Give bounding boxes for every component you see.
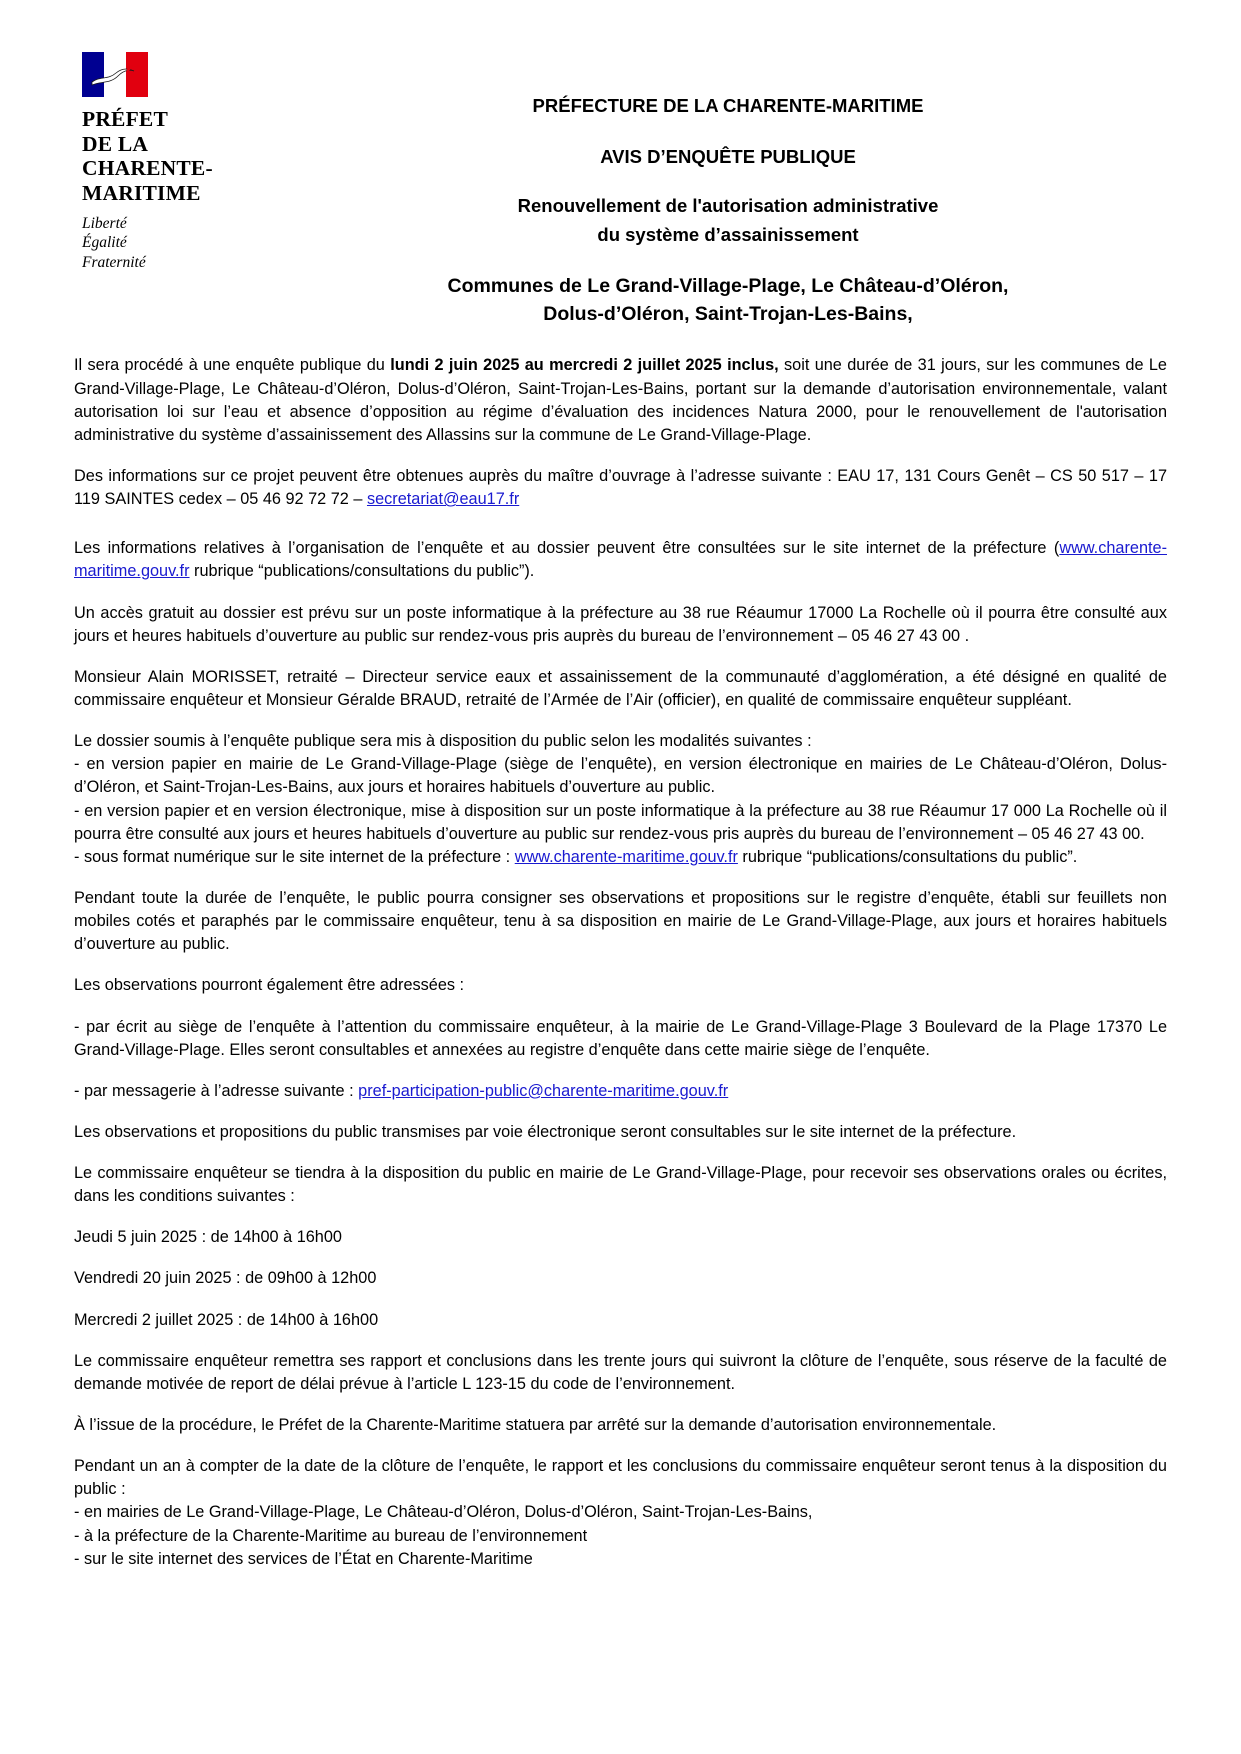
paragraph-registre-enquete: Pendant toute la durée de l’enquête, le public pourra consigner ses observations et propositions sur le registre d’enquête, établi sur feuillets non mobiles cotés et paraphés par le commissaire enquêteur, tenu à sa disposition en mairie de Le Grand-Village-Plage, aux jours et horaires habituels d’ouverture au public. [74, 888, 1167, 954]
p1-suffix: soit une durée de 31 jours, sur les communes de Le Grand-Village-Plage, Le Château-d’Oléron, Dolus-d’Oléron, Saint-Trojan-Les-Bains, portant sur la demande d’autorisation environnementale, valant autorisation loi sur l’eau et absence d’opposition au régime d’évaluation des incidences Natura 2000, pour le renouvellement de l'autorisation administrative du système d’assainissement des Allassins sur la commune de Le Grand-Village-Plage. [74, 356, 1167, 444]
republic-motto [82, 214, 289, 272]
paragraph-arrete-prefet: À l’issue de la procédure, le Préfet de la Charente-Maritime statuera par arrêté sur la demande d’autorisation environnementale. [74, 1416, 997, 1435]
modalite-item-papier: - en version papier en mairie de Le Grand-Village-Plage (siège de l’enquête), en version électronique en mairies de Le Château-d’Oléron, Dolus-d’Oléron, et Saint-Trojan-Les-Bains, aux jours et horaires habituels d’ouverture au public. [74, 755, 1167, 797]
document-body [74, 354, 1167, 1570]
email-link-eau17[interactable]: secretariat@eau17.fr [366, 490, 520, 509]
p2-prefix: Des informations sur ce projet peuvent être obtenues auprès du maître d’ouvrage à l’adresse suivante : EAU 17, 131 Cours Genêt – CS 50 517 – 17 119 SAINTES cedex – 05 46 92 72 72 – [74, 466, 1167, 509]
email-link-participation-public[interactable]: pref-participation-public@charente-maritime.gouv.fr [358, 1081, 729, 1100]
observation-item-ecrit: - par écrit au siège de l’enquête à l’attention du commissaire enquêteur, à la mairie de Le Grand-Village-Plage 3 Boulevard de la Plage 17370 Le Grand-Village-Plage. Elles seront consultables et annexées au registre d’enquête dans cette mairie siège de l’enquête. [74, 1017, 1167, 1059]
disposition-item-mairies: - en mairies de Le Grand-Village-Plage, Le Château-d’Oléron, Dolus-d’Oléron, Saint-Trojan-Les-Bains, [74, 1503, 813, 1522]
paragraph-maitre-ouvrage [74, 465, 1167, 511]
paragraph-rapport-conclusions: Le commissaire enquêteur remettra ses rapport et conclusions dans les trente jours qui suivront la clôture de l’enquête, sous réserve de la faculté de demande motivée de report de délai prévue à l’article L 123-15 du code de l’environnement. [74, 1351, 1167, 1393]
p6-item3-suffix: rubrique “publications/consultations du public”. [737, 847, 1078, 866]
permanences-list [74, 1226, 1167, 1331]
communes-title-line-2: Dolus-d’Oléron, Saint-Trojan-Les-Bains, [543, 303, 913, 326]
paragraph-disposition-publique-intro: Pendant un an à compter de la date de la clôture de l’enquête, le rapport et les conclusions du commissaire enquêteur seront tenus à la disposition du public : [74, 1457, 1167, 1499]
spacer [74, 529, 1167, 537]
logo-line-1: PRÉFET [82, 107, 169, 131]
paragraph-commissaire-enqueteur: Monsieur Alain MORISSET, retraité – Directeur service eaux et assainissement de la communauté d’agglomération, a été désigné en qualité de commissaire enquêteur et Monsieur Géralde BRAUD, retraité de l’Armée de l’Air (officier), en qualité de commissaire enquêteur suppléant. [74, 667, 1167, 709]
paragraph-observations-electroniques: Les observations et propositions du public transmises par voie électronique seront consultables sur le site internet de la préfecture. [74, 1122, 1017, 1141]
p3-prefix: Les informations relatives à l’organisation de l’enquête et au dossier peuvent être consultées sur le site internet de la préfecture ( [74, 539, 1060, 558]
p3-suffix: rubrique “publications/consultations du public”). [189, 562, 535, 581]
modalite-item-electronique: - en version papier et en version électronique, mise à disposition sur un poste informatique à la préfecture au 38 rue Réaumur 17 000 La Rochelle où il pourra être consulté aux jours et heures habituels d’ouverture au public sur rendez-vous pris auprès du bureau de l’environnement – 05 46 27 43 00. [74, 801, 1167, 843]
permanence-item-1: Jeudi 5 juin 2025 : de 14h00 à 16h00 [74, 1228, 342, 1247]
modalite-item-numerique [74, 846, 1167, 869]
permanence-item-2: Vendredi 20 juin 2025 : de 09h00 à 12h00 [74, 1269, 377, 1288]
p1-dates-bold: lundi 2 juin 2025 au mercredi 2 juillet 2025 inclus, [390, 356, 779, 375]
paragraph-observations-intro: Les observations pourront également être adressées : [74, 976, 465, 995]
disposition-item-site-internet: - sur le site internet des services de l’État en Charente-Maritime [74, 1549, 533, 1568]
prefecture-logo-block [74, 52, 289, 272]
paragraph-enquete-dates [74, 354, 1167, 447]
logo-line-4: MARITIME [82, 180, 201, 205]
logo-text [82, 107, 289, 205]
website-link-prefecture-1[interactable]: www.charente-maritime.gouv.fr [74, 539, 1167, 581]
observation-item-messagerie [74, 1080, 1167, 1103]
object-title [289, 194, 1167, 248]
paragraph-informations-site [74, 537, 1167, 583]
page-title: PRÉFECTURE DE LA CHARENTE-MARITIME [532, 95, 924, 116]
communes-title-line-1: Communes de Le Grand-Village-Plage, Le Château-d’Oléron, [447, 274, 1009, 297]
website-link-prefecture-2[interactable]: www.charente-maritime.gouv.fr [514, 847, 738, 866]
french-flag-icon [82, 52, 148, 97]
title-block [289, 52, 1167, 328]
notice-type-title: AVIS D’ENQUÊTE PUBLIQUE [600, 145, 856, 167]
paragraph-acces-gratuit: Un accès gratuit au dossier est prévu sur un poste informatique à la préfecture au 38 rue Réaumur 17000 La Rochelle où il pourra être consulté aux jours et heures habituels d’ouverture au public sur rendez-vous pris auprès du bureau de l’environnement – 05 46 27 43 00 . [74, 603, 1167, 645]
disposition-item-prefecture: - à la préfecture de la Charente-Maritime au bureau de l’environnement [74, 1526, 588, 1545]
p10-prefix: - par messagerie à l’adresse suivante : [74, 1081, 359, 1100]
communes-title [289, 272, 1167, 329]
logo-line-2: DE LA [82, 131, 149, 156]
motto-fraternite: Fraternité [82, 253, 146, 271]
permanence-item-3: Mercredi 2 juillet 2025 : de 14h00 à 16h00 [74, 1310, 379, 1329]
motto-egalite: Égalité [82, 234, 127, 252]
p6-item3-prefix: - sous format numérique sur le site internet de la préfecture : [74, 847, 515, 866]
logo-line-3: CHARENTE- [82, 156, 213, 180]
paragraph-permanences-intro: Le commissaire enquêteur se tiendra à la disposition du public en mairie de Le Grand-Village-Plage, pour recevoir ses observations orales ou écrites, dans les conditions suivantes : [74, 1164, 1167, 1206]
paragraph-dossier-modalites-intro: Le dossier soumis à l’enquête publique sera mis à disposition du public selon les modalités suivantes : [74, 732, 812, 751]
object-title-line-1: Renouvellement de l'autorisation administrative [517, 194, 939, 216]
document-header [74, 52, 1167, 328]
motto-liberte: Liberté [82, 215, 127, 232]
p1-prefix: Il sera procédé à une enquête publique du [74, 356, 391, 375]
object-title-line-2: du système d’assainissement [597, 223, 859, 245]
